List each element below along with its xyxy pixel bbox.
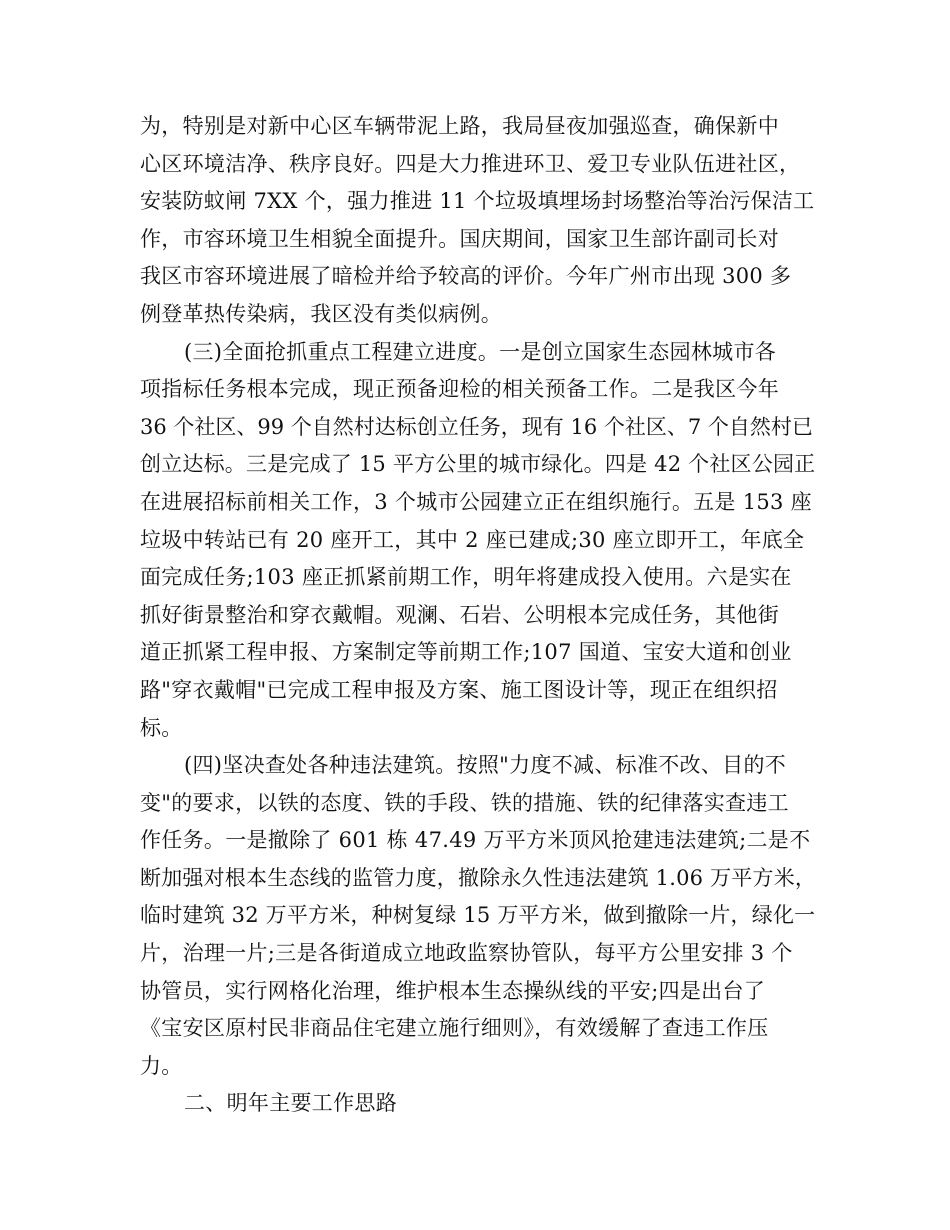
text-line: (四)坚决查处各种违法建筑。按照"力度不减、标准不改、目的不 <box>184 753 787 778</box>
text-line: 面完成任务;103 座正抓紧前期工作，明年将建成投入使用。六是实在 <box>140 565 792 590</box>
text-line: 项指标任务根本完成，现正预备迎检的相关预备工作。二是我区今年 <box>140 377 779 402</box>
text-line: 力。 <box>140 1053 183 1078</box>
text-line: 作任务。一是撤除了 601 栋 47.49 万平方米顶风抢建违法建筑;二是不 <box>140 828 811 853</box>
text-line: 标。 <box>140 715 183 740</box>
text-line: 抓好街景整治和穿衣戴帽。观澜、石岩、公明根本完成任务，其他街 <box>140 602 779 627</box>
text-line: 道正抓紧工程申报、方案制定等前期工作;107 国道、宝安大道和创业 <box>140 640 792 665</box>
text-line: 临时建筑 32 万平方米，种树复绿 15 万平方米，做到撤除一片，绿化一 <box>140 903 816 928</box>
text-line: 在进展招标前相关工作，3 个城市公园建立正在组织施行。五是 153 座 <box>140 489 812 514</box>
text-line: 垃圾中转站已有 20 座开工，其中 2 座已建成;30 座立即开工，年底全 <box>140 527 805 552</box>
text-line: 《宝安区原村民非商品住宅建立施行细则》，有效缓解了查违工作压 <box>140 1016 769 1041</box>
text-line: 心区环境洁净、秩序良好。四是大力推进环卫、爱卫专业队伍进社区， <box>140 151 801 176</box>
text-line: 协管员，实行网格化治理，维护根本生态操纵线的平安;四是出台了 <box>140 978 766 1003</box>
text-line: 作，市容环境卫生相貌全面提升。国庆期间，国家卫生部许副司长对 <box>140 226 779 251</box>
text-line: 变"的要求，以铁的态度、铁的手段、铁的措施、铁的纪律落实查违工 <box>140 790 789 815</box>
section-heading-next-year <box>140 1085 816 1123</box>
section-heading: 二、明年主要工作思路 <box>184 1091 397 1116</box>
text-line: 36 个社区、99 个自然村达标创立任务，现有 16 个社区、7 个自然村已 <box>140 414 813 439</box>
paragraph-key-projects <box>140 334 816 748</box>
text-line: 我区市容环境进展了暗检并给予较高的评价。今年广州市出现 300 多 <box>140 264 792 289</box>
document-body <box>140 108 816 1123</box>
text-line: 片，治理一片;三是各街道成立地政监察协管队，每平方公里安排 3 个 <box>140 941 793 966</box>
paragraph-sanitation <box>140 108 816 334</box>
text-line: (三)全面抢抓重点工程建立进度。一是创立国家生态园林城市各 <box>184 339 777 364</box>
paragraph-illegal-buildings <box>140 747 816 1085</box>
text-line: 例登革热传染病，我区没有类似病例。 <box>140 301 503 326</box>
text-line: 路"穿衣戴帽"已完成工程申报及方案、施工图设计等，现正在组织招 <box>140 677 778 702</box>
text-line: 为，特别是对新中心区车辆带泥上路，我局昼夜加强巡查，确保新中 <box>140 114 779 138</box>
text-line: 断加强对根本生态线的监管力度，撤除永久性违法建筑 1.06 万平方米， <box>140 865 817 890</box>
text-line: 创立达标。三是完成了 15 平方公里的城市绿化。四是 42 个社区公园正 <box>140 452 816 477</box>
text-line: 安装防蚊闸 7XX 个，强力推进 11 个垃圾填埋场封场整治等治污保洁工 <box>140 189 815 214</box>
